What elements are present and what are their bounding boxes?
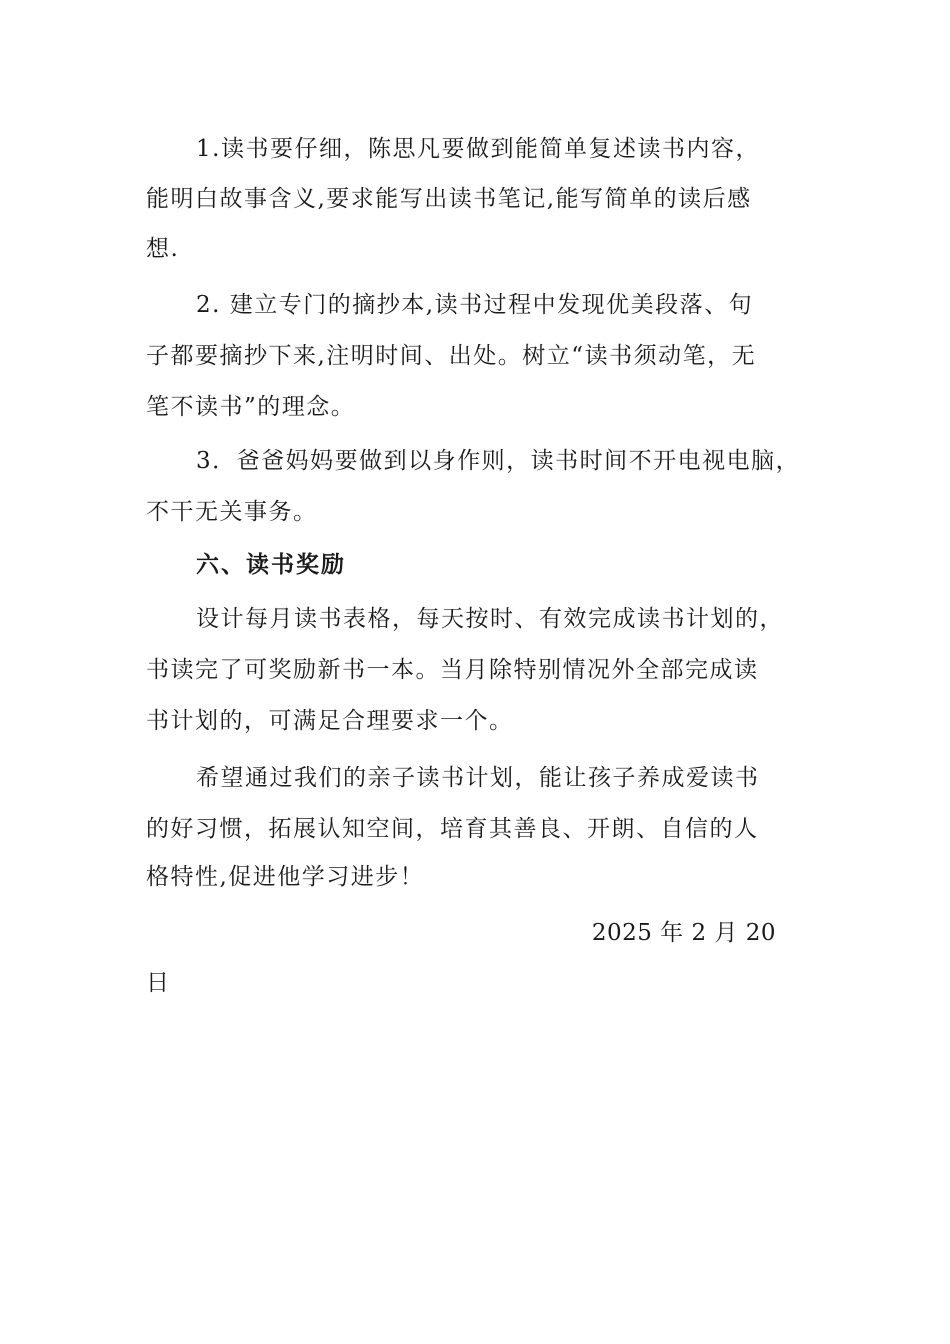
item-1-line-3: 想. [146, 236, 180, 262]
section-heading: 六、读书奖励 [196, 552, 346, 578]
item-2-line-2: 子都要摘抄下来,注明时间、出处。树立“读书须动笔，无 [146, 343, 757, 369]
reward-line-2: 书读完了可奖励新书一本。当月除特别情况外全部完成读 [146, 657, 759, 683]
item-3-line-2: 不干无关事务。 [146, 499, 318, 525]
item-1-line-1: 1.读书要仔细，陈思凡要做到能简单复述读书内容， [196, 136, 760, 162]
item-2-line-1: 2. 建立专门的摘抄本,读书过程中发现优美段落、句 [196, 292, 754, 318]
item-2-line-3: 笔不读书”的理念。 [146, 394, 356, 420]
reward-line-3: 书计划的，可满足合理要求一个。 [146, 708, 514, 734]
item-1-line-2: 能明白故事含义,要求能写出读书笔记,能写简单的读后感 [146, 186, 752, 212]
item-3-line-1: 3．爸爸妈妈要做到以身作则，读书时间不开电视电脑， [196, 448, 801, 474]
date-continuation: 日 [146, 970, 171, 996]
date-line: 2025 年 2 月 20 [591, 920, 776, 946]
closing-line-2: 的好习惯，拓展认知空间，培育其善良、开朗、自信的人 [146, 816, 759, 842]
reward-line-1: 设计每月读书表格，每天按时、有效完成读书计划的， [196, 606, 784, 632]
closing-line-1: 希望通过我们的亲子读书计划，能让孩子养成爱读书 [196, 765, 760, 791]
closing-line-3: 格特性,促进他学习进步！ [146, 864, 425, 890]
